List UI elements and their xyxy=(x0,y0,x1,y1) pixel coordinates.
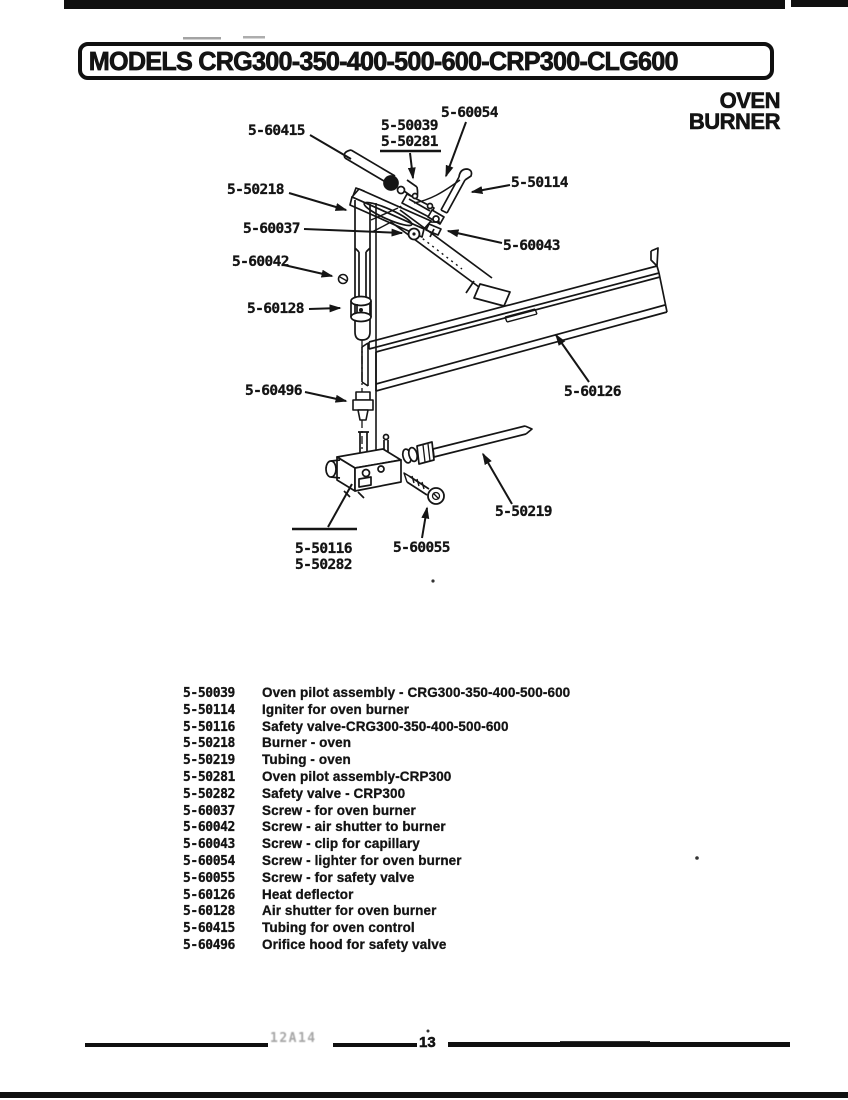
parts-list-row xyxy=(183,920,570,937)
parts-list-row xyxy=(183,937,570,954)
leader-60043 xyxy=(448,231,502,243)
footer-plate-code: 12A14 xyxy=(270,1031,317,1046)
callout-5-60128: 5-60128 xyxy=(247,301,304,317)
leader-60496 xyxy=(305,392,346,401)
orifice-hood-part xyxy=(353,392,373,420)
part-number: 5-50281 xyxy=(183,769,235,785)
callout-5-50116: 5-50116 xyxy=(295,541,352,557)
part-description: Heat deflector xyxy=(262,886,354,902)
callout-5-50039: 5-50039 xyxy=(381,118,438,134)
callout-5-50281: 5-50281 xyxy=(381,134,438,150)
callout-5-50282: 5-50282 xyxy=(295,557,352,573)
part-number: 5-50282 xyxy=(183,786,235,802)
part-description: Tubing for oven control xyxy=(262,920,415,936)
part-description: Screw - lighter for oven burner xyxy=(262,852,462,868)
callout-5-60126: 5-60126 xyxy=(564,384,621,400)
models-header-box xyxy=(78,42,774,80)
part-number: 5-60126 xyxy=(183,887,235,903)
part-description: Tubing - oven xyxy=(262,752,351,768)
callout-5-60496: 5-60496 xyxy=(245,383,302,399)
venturi-bottom xyxy=(355,332,370,340)
part-number: 5-50218 xyxy=(183,736,235,752)
part-description: Screw - clip for capillary xyxy=(262,836,420,852)
part-description: Safety valve - CRP300 xyxy=(262,785,406,801)
callout-5-50218: 5-50218 xyxy=(227,182,284,198)
heat-deflector-part xyxy=(369,248,667,391)
callout-5-60037: 5-60037 xyxy=(243,221,300,237)
part-number: 5-50114 xyxy=(183,702,235,718)
footer-rules xyxy=(85,1041,790,1047)
part-description: Safety valve-CRG300-350-400-500-600 xyxy=(262,718,509,734)
oven-tubing-part xyxy=(401,426,532,464)
parts-list-row xyxy=(183,786,570,803)
parts-list-row xyxy=(183,719,570,736)
parts-list-row xyxy=(183,903,570,920)
parts-list-row xyxy=(183,836,570,853)
leader-50218 xyxy=(289,193,346,210)
part-description: Burner - oven xyxy=(262,735,352,751)
leader-50039-50281 xyxy=(410,153,413,178)
leader-60415 xyxy=(310,135,351,159)
capillary-line xyxy=(414,180,460,203)
parts-list-row xyxy=(183,685,570,702)
leader-50114 xyxy=(472,185,510,192)
leader-50116-50282 xyxy=(328,484,352,527)
part-number: 5-60055 xyxy=(183,870,235,886)
part-number: 5-60054 xyxy=(183,853,235,869)
parts-list-row xyxy=(183,853,570,870)
section-title xyxy=(650,90,780,132)
parts-list-row xyxy=(183,752,570,769)
part-number: 5-60496 xyxy=(183,937,235,953)
frame-edge-line xyxy=(362,203,376,460)
models-header-label: MODELS CRG300-350-400-500-600-CRP300-CLG600 xyxy=(88,45,678,76)
callout-5-60054: 5-60054 xyxy=(441,105,498,121)
parts-list-row xyxy=(183,819,570,836)
leader-60042 xyxy=(284,265,332,276)
part-description: Oven pilot assembly-CRP300 xyxy=(262,768,452,784)
part-description: Igniter for oven burner xyxy=(262,701,410,717)
safety-valve-screw-part xyxy=(404,473,444,504)
part-number: 5-50039 xyxy=(183,686,235,701)
safety-valve-part xyxy=(326,432,401,498)
leader-60054 xyxy=(446,122,466,176)
parts-list-row xyxy=(183,803,570,820)
part-description: Screw - for oven burner xyxy=(262,802,416,818)
leader-60037 xyxy=(304,229,402,233)
part-number: 5-50219 xyxy=(183,753,235,769)
leader-50219 xyxy=(483,454,512,504)
callout-5-50219: 5-50219 xyxy=(495,504,552,520)
footer-page-number: 13 xyxy=(419,1034,436,1051)
part-description: Oven pilot assembly - CRG300-350-400-500-600 xyxy=(262,685,571,700)
part-number: 5-50116 xyxy=(183,719,235,735)
part-number: 5-60128 xyxy=(183,904,235,920)
leader-60055 xyxy=(422,508,427,538)
air-shutter-part xyxy=(351,297,371,322)
leader-60126 xyxy=(556,335,589,382)
callout-5-60043: 5-60043 xyxy=(503,238,560,254)
air-shutter-screw-part xyxy=(339,275,348,284)
callout-5-50114: 5-50114 xyxy=(511,175,568,191)
callout-5-60055: 5-60055 xyxy=(393,540,450,556)
parts-list-row xyxy=(183,870,570,887)
part-description: Screw - air shutter to burner xyxy=(262,819,446,835)
part-number: 5-60037 xyxy=(183,803,235,819)
parts-list-row xyxy=(183,735,570,752)
callout-5-60415: 5-60415 xyxy=(248,123,305,139)
part-number: 5-60042 xyxy=(183,820,235,836)
part-number: 5-60415 xyxy=(183,921,235,937)
leader-60128 xyxy=(309,308,340,309)
part-description: Air shutter for oven burner xyxy=(262,903,437,919)
parts-list-row xyxy=(183,702,570,719)
part-description: Orifice hood for safety valve xyxy=(262,936,447,952)
section-title-line2: BURNER xyxy=(688,109,780,134)
parts-list-row xyxy=(183,887,570,904)
part-number: 5-60043 xyxy=(183,837,235,853)
section-title-line1: OVEN xyxy=(719,88,780,113)
callout-5-60042: 5-60042 xyxy=(232,254,289,270)
part-description: Screw - for safety valve xyxy=(262,869,415,885)
parts-list xyxy=(183,685,570,954)
parts-list-row xyxy=(183,769,570,786)
